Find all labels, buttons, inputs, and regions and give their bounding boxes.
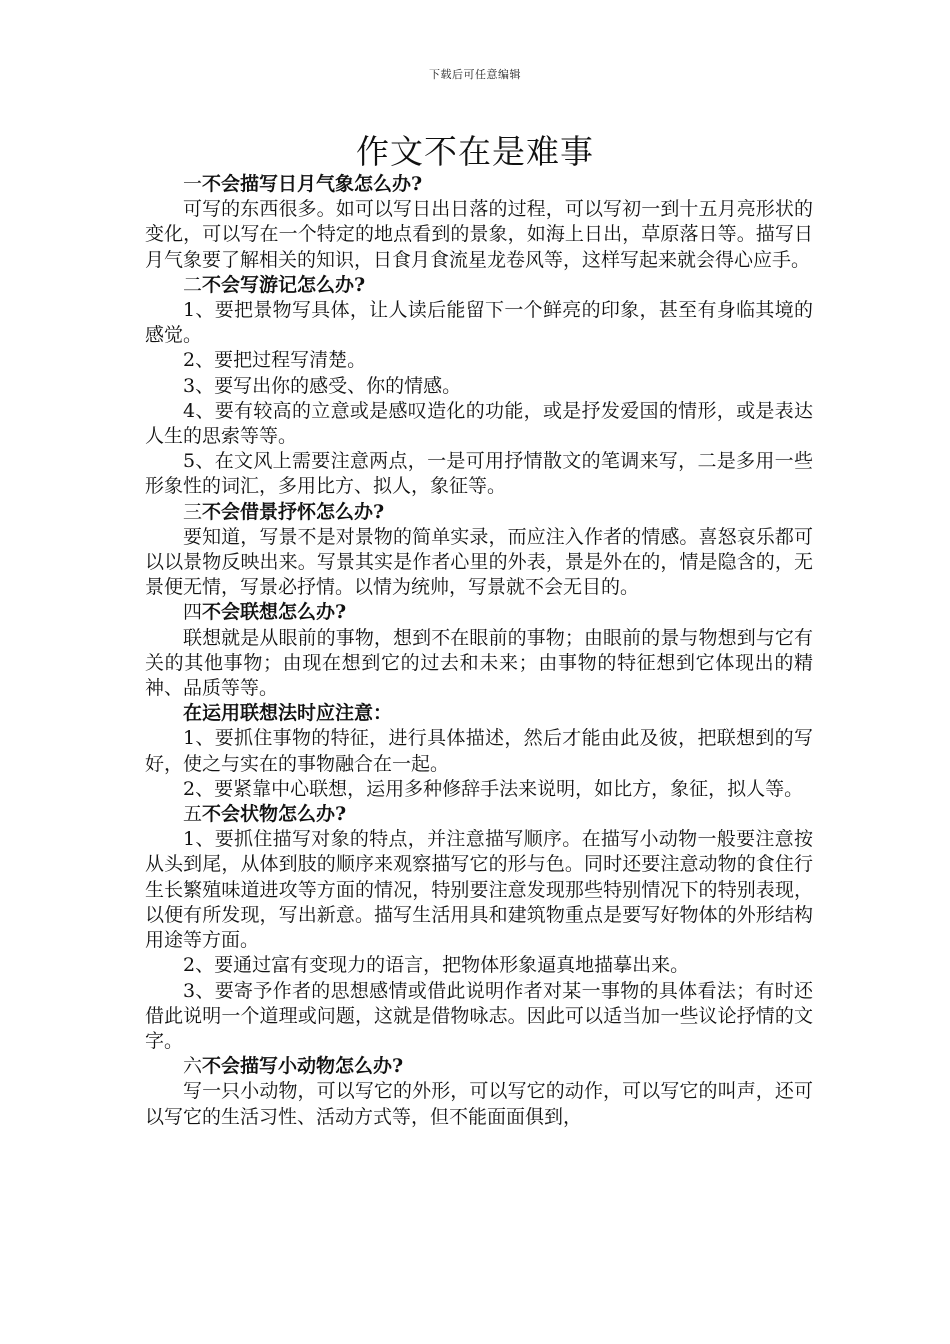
section-heading-text: 不会联想怎么办?	[202, 601, 347, 624]
section-heading-text: 在运用联想法时应注意：	[183, 702, 393, 725]
section-heading	[145, 172, 813, 197]
section-heading-number: 三	[183, 500, 203, 523]
body-paragraph: 2、要把过程写清楚。	[183, 349, 367, 372]
body-paragraph: 5、在文风上需要注意两点，一是可用抒情散文的笔调来写，二是多用一些形象性的词汇，多用比方、拟人，象征等。	[145, 450, 813, 498]
body-paragraph: 1、要抓住事物的特征，进行具体描述，然后才能由此及彼，把联想到的写好，使之与实在的事物融合在一起。	[145, 727, 813, 775]
section-heading-text: 不会写游记怎么办?	[202, 273, 366, 296]
section-heading	[145, 802, 813, 827]
body-paragraph: 联想就是从眼前的事物，想到不在眼前的事物；由眼前的景与物想到与它有关的其他事物；由现在想到它的过去和未来；由事物的特征想到它体现出的精神、品质等等。	[145, 626, 813, 700]
body-paragraph: 要知道，写景不是对景物的简单实录，而应注入作者的情感。喜怒哀乐都可以以景物反映出来。写景其实是作者心里的外表，景是外在的，情是隐含的，无景便无情，写景必抒情。以情为统帅，写景就不会无目的。	[145, 525, 813, 599]
body-paragraph: 3、要写出你的感受、你的情感。	[183, 374, 462, 397]
body-paragraph: 1、要把景物写具体，让人读后能留下一个鲜亮的印象，甚至有身临其境的感觉。	[145, 299, 813, 347]
section-heading-text: 不会描写小动物怎么办?	[202, 1055, 404, 1078]
section-heading-number: 一	[183, 173, 203, 195]
body-paragraph: 可写的东西很多。如可以写日出日落的过程，可以写初一到十五月亮形状的变化，可以写在一个特定的地点看到的景象，如海上日出，草原落日等。描写日月气象要了解相关的知识，日食月食流星龙卷风等，这样写起来就会得心应手。	[145, 198, 813, 271]
section-heading	[145, 1054, 813, 1079]
section-heading-number: 二	[183, 273, 203, 296]
section-heading	[145, 273, 813, 298]
document-body	[145, 172, 813, 1130]
body-paragraph: 2、要通过富有变现力的语言，把物体形象逼真地描摹出来。	[183, 954, 690, 977]
section-heading-text: 不会借景抒怀怎么办?	[202, 500, 385, 523]
body-paragraph: 4、要有较高的立意或是感叹造化的功能，或是抒发爱国的情形，或是表达人生的思索等等。	[145, 399, 813, 448]
section-heading	[145, 600, 813, 625]
body-paragraph: 2、要紧靠中心联想，运用多种修辞手法来说明，如比方，象征，拟人等。	[183, 777, 804, 800]
body-paragraph: 3、要寄予作者的思想感情或借此说明作者对某一事物的具体看法；有时还借此说明一个道理或问题，这就是借物咏志。因此可以适当加一些议论抒情的文字。	[145, 979, 813, 1052]
body-paragraph: 写一只小动物，可以写它的外形，可以写它的动作，可以写它的叫声，还可以写它的生活习性、活动方式等，但不能面面俱到，	[145, 1080, 813, 1128]
section-heading-text: 不会描写日月气象怎么办?	[202, 173, 423, 195]
section-heading-number: 六	[183, 1055, 203, 1078]
section-heading	[145, 701, 813, 726]
section-heading-number: 五	[183, 803, 203, 826]
body-paragraph: 1、要抓住描写对象的特点，并注意描写顺序。在描写小动物一般要注意按从头到尾，从体到肢的顺序来观察描写它的形与色。同时还要注意动物的食住行生长繁殖味道进攻等方面的情况，特别要注意发现那些特别情况下的特别表现，以便有所发现，写出新意。描写生活用具和建筑物重点是要写好物体的外形结构用途等方面。	[145, 828, 813, 952]
section-heading-number: 四	[183, 601, 203, 624]
section-heading-text: 不会状物怎么办?	[202, 803, 347, 826]
section-heading	[145, 500, 813, 525]
header-note: 下载后可任意编辑	[429, 68, 521, 81]
document-title: 作文不在是难事	[356, 132, 594, 171]
